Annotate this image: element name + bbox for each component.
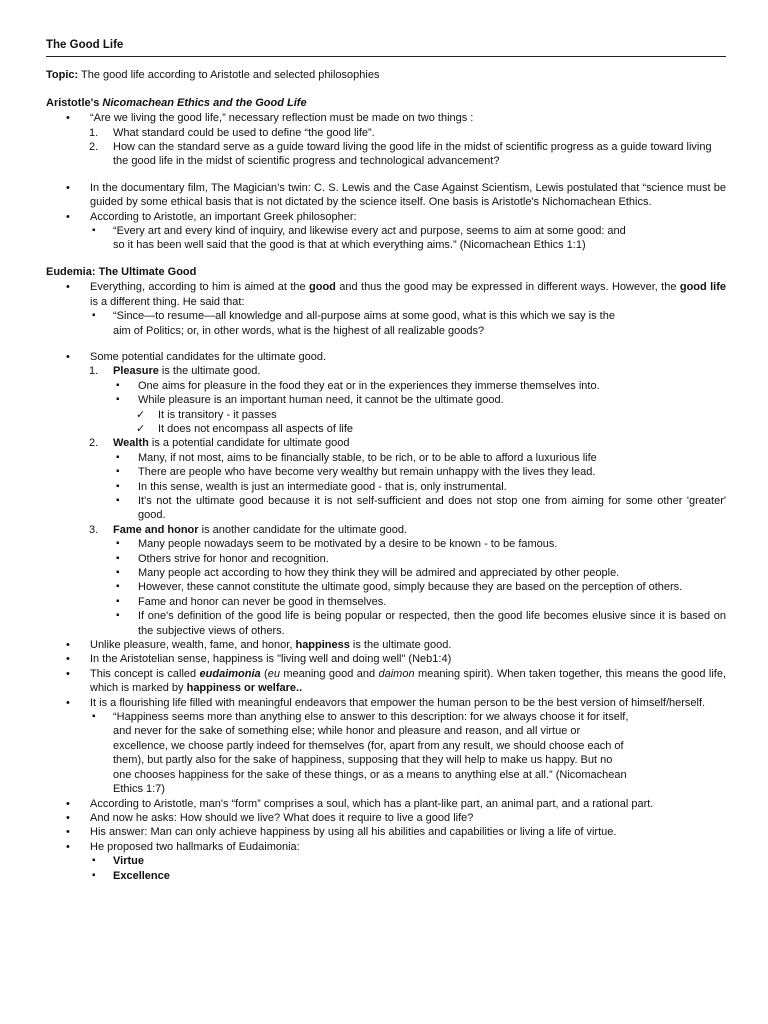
pleasure-check-1: ✓ It is transitory - it passes bbox=[136, 408, 277, 421]
fame-point-4: ▪ However, these cannot constitute the ultimate good, simply because they are based on the perception of others. bbox=[46, 580, 726, 594]
topic-label: Topic: bbox=[46, 69, 79, 82]
check-icon: ✓ bbox=[136, 408, 146, 421]
bullet-candidates: • Some potential candidates for the ultimate good. bbox=[46, 350, 726, 364]
candidate-pleasure: 1. Pleasure is the ultimate good. bbox=[89, 365, 261, 378]
topic-line bbox=[46, 68, 726, 82]
wealth-point-3: ▪ In this sense, wealth is just an intermediate good - that is, only instrumental. bbox=[46, 480, 726, 494]
pleasure-point-2: ▪ While pleasure is an important human need, it cannot be the ultimate good. bbox=[46, 393, 726, 407]
quote-since-to-resume: ▪ “Since—to resume—all knowledge and all-purpose aims at some good, what is this which we say is the aim of Politics; or, in other words, what is the highest of all realizable goods? bbox=[46, 309, 726, 338]
document-page bbox=[46, 38, 726, 883]
bullet-mans-form: • According to Aristotle, man's “form” comprises a soul, which has a plant-like part, an animal part, and a rational part. bbox=[46, 797, 726, 811]
quote-every-art: ▪ “Every art and every kind of inquiry, and likewise every act and purpose, seems to aim at some good: and so it has been well said that the good is that at which everything aims.” (Nicomachean Ethics 1:1) bbox=[46, 224, 726, 253]
fame-point-5: ▪ Fame and honor can never be good in themselves. bbox=[46, 595, 726, 609]
bullet-happiness-ultimate: • Unlike pleasure, wealth, fame, and honor, happiness is the ultimate good. bbox=[46, 638, 726, 652]
numbered-item-2: 2. How can the standard serve as a guide toward living the good life in the midst of scientific progress as a guide toward living the good life in the midst of scientific progress and technological advancement? bbox=[89, 141, 712, 168]
fame-point-3: ▪ Many people act according to how they think they will be admired and appreciated by other people. bbox=[46, 566, 726, 580]
bullet-eudaimonia: • This concept is called eudaimonia (eu meaning good and daimon meaning spirit). When taken together, this means the good life, which is marked by happiness or welfare.. bbox=[46, 667, 726, 696]
section-heading-eudemia: Eudemia: The Ultimate Good bbox=[46, 265, 197, 278]
hallmark-excellence: ▪ Excellence bbox=[46, 869, 726, 883]
page-title: The Good Life bbox=[46, 39, 124, 51]
bullet-everything-aimed: • Everything, according to him is aimed at the good and thus the good may be expressed in different ways. However, the good life is a different thing. He said that: bbox=[46, 280, 726, 309]
wealth-point-4: ▪ It's not the ultimate good because it is not self-sufficient and does not stop one from aiming for some other 'greater' good. bbox=[46, 494, 726, 523]
bullet-two-hallmarks: • He proposed two hallmarks of Eudaimonia: bbox=[46, 840, 726, 854]
bullet-flourishing-life: • It is a flourishing life filled with meaningful endeavors that empower the human person to be the best version of himself/herself. bbox=[46, 696, 726, 710]
pleasure-check-2: ✓ It does not encompass all aspects of life bbox=[136, 422, 354, 435]
fame-point-2: ▪ Others strive for honor and recognition. bbox=[46, 552, 726, 566]
candidate-fame: 3. Fame and honor is another candidate for the ultimate good. bbox=[89, 523, 408, 536]
fame-point-6: ▪ If one's definition of the good life is being popular or respected, then the good life becomes elusive since it is based on the subjective views of others. bbox=[46, 609, 726, 638]
candidate-wealth: 2. Wealth is a potential candidate for ultimate good bbox=[89, 437, 350, 450]
wealth-point-1: ▪ Many, if not most, aims to be financially stable, to be rich, or to be able to afford a luxurious life bbox=[46, 451, 726, 465]
title-divider bbox=[46, 56, 726, 57]
topic-text: The good life according to Aristotle and selected philosophies bbox=[78, 69, 380, 82]
wealth-point-2: ▪ There are people who have become very wealthy but remain unhappy with the lives they lead. bbox=[46, 465, 726, 479]
hallmark-virtue: ▪ Virtue bbox=[46, 854, 726, 868]
pleasure-point-1: ▪ One aims for pleasure in the food they eat or in the experiences they immerse themselves into. bbox=[46, 379, 726, 393]
bullet-how-should-we-live: • And now he asks: How should we live? What does it require to live a good life? bbox=[46, 811, 726, 825]
quote-happiness-seems: ▪ “Happiness seems more than anything else to answer to this description: for we always choose it for itself, and never for the sake of something else; while honor and pleasure and reason, and all virtue or excellence, we choose partly indeed for themselves (for, apart from any result, we should choose each of them), but partly also for the sake of happiness, supposing that they will help to make us happy. But no one chooses happiness for the sake of these things, or as a means to anything else at all.” (Nicomachean Ethics 1:7) bbox=[46, 710, 726, 796]
section-heading-aristotle: Aristotle's Nicomachean Ethics and the Good Life bbox=[46, 96, 307, 109]
fame-point-1: ▪ Many people nowadays seem to be motivated by a desire to be known - to be famous. bbox=[46, 537, 726, 551]
bullet-reflection: • “Are we living the good life,” necessary reflection must be made on two things : bbox=[46, 111, 726, 125]
check-icon: ✓ bbox=[136, 422, 146, 435]
numbered-item-1: 1. What standard could be used to define “the good life”. bbox=[89, 126, 375, 139]
bullet-aristotelian-sense: • In the Aristotelian sense, happiness is "living well and doing well" (Neb1:4) bbox=[46, 652, 726, 666]
bullet-according-aristotle: • According to Aristotle, an important Greek philosopher: bbox=[46, 210, 726, 224]
bullet-documentary: • In the documentary film, The Magician’s twin: C. S. Lewis and the Case Against Scientism, Lewis postulated that “science must be guided by some ethical basis that is not dictated by the science itself. One basis is Aristotle's Nichomachean Ethics. bbox=[46, 181, 726, 210]
bullet-his-answer: • His answer: Man can only achieve happiness by using all his abilities and capabilities or living a life of virtue. bbox=[46, 825, 726, 839]
